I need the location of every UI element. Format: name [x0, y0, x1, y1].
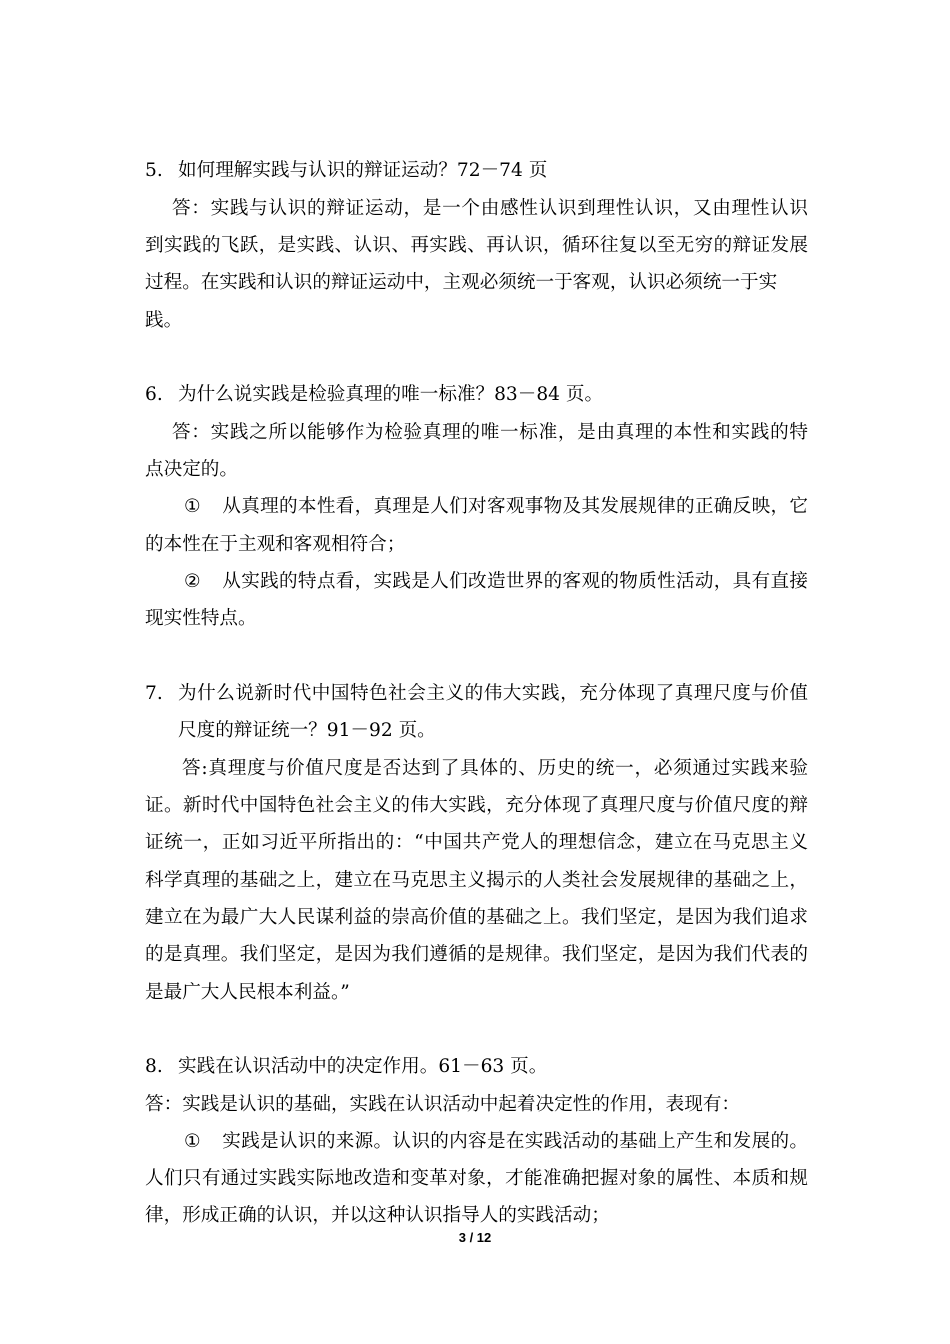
answer — [145, 414, 808, 489]
answer-line: 证。新时代中国特色社会主义的伟大实践，充分体现了真理尺度与价值尺度的辩 — [145, 794, 808, 816]
answer — [145, 1086, 808, 1123]
answer-line: 是最广大人民根本利益。” — [145, 981, 350, 1003]
question-title-line: 实践在认识活动中的决定作用。61－63 页。 — [178, 1056, 548, 1078]
answer-line: 证统一，正如习近平所指出的：“中国共产党人的理想信念，建立在马克思主义 — [145, 832, 808, 854]
answer-point-1 — [145, 488, 808, 563]
question-number: 7. — [145, 682, 163, 704]
point-line — [145, 1123, 808, 1160]
question-8 — [145, 1048, 808, 1235]
question-title-line: 为什么说实践是检验真理的唯一标准？83－84 页。 — [178, 384, 604, 406]
answer — [145, 190, 808, 339]
point-line — [145, 563, 808, 600]
question-title-line: 为什么说新时代中国特色社会主义的伟大实践，充分体现了真理尺度与价值 — [178, 682, 808, 704]
answer-line: 答：实践之所以能够作为检验真理的唯一标准，是由真理的本性和实践的特 — [172, 421, 808, 443]
page-indicator: 3 / 12 — [458, 1230, 492, 1245]
answer-line: 答:真理度与价值尺度是否达到了具体的、历史的统一，必须通过实践来验 — [182, 757, 808, 779]
question-title-line: 如何理解实践与认识的辩证运动？72－74 页 — [178, 160, 548, 182]
point-marker: ② — [184, 570, 201, 592]
answer-line: 答：实践与认识的辩证运动，是一个由感性认识到理性认识，又由理性认识 — [172, 197, 808, 219]
question-title-line: 尺度的辩证统一？91－92 页。 — [178, 720, 436, 742]
point-line: 现实性特点。 — [145, 608, 257, 630]
point-marker: ① — [184, 496, 201, 518]
question-6 — [145, 376, 808, 637]
answer — [145, 750, 808, 1011]
question-number: 8. — [145, 1056, 163, 1078]
point-marker: ① — [184, 1130, 201, 1152]
answer-line: 的是真理。我们坚定，是因为我们遵循的是规律。我们坚定，是因为我们代表的 — [145, 944, 808, 966]
answer-line: 点决定的。 — [145, 458, 238, 480]
point-text: 从真理的本性看，真理是人们对客观事物及其发展规律的正确反映，它 — [222, 496, 808, 518]
point-line: 人们只有通过实践实际地改造和变革对象，才能准确把握对象的属性、本质和规 — [145, 1168, 808, 1190]
question-title — [145, 675, 808, 750]
point-text: 实践是认识的来源。认识的内容是在实践活动的基础上产生和发展的。 — [222, 1130, 808, 1152]
question-7 — [145, 675, 808, 1011]
point-line: 的本性在于主观和客观相符合； — [145, 533, 406, 555]
page-content — [145, 152, 808, 1235]
question-title — [145, 376, 808, 413]
question-5 — [145, 152, 808, 339]
answer-line: 建立在为最广大人民谋利益的崇高价值的基础之上。我们坚定，是因为我们追求 — [145, 906, 808, 928]
question-title — [145, 152, 808, 189]
answer-line: 过程。在实践和认识的辩证运动中，主观必须统一于客观，认识必须统一于实践。 — [145, 272, 778, 331]
question-title — [145, 1048, 808, 1085]
question-number: 5. — [145, 160, 163, 182]
point-text: 从实践的特点看，实践是人们改造世界的客观的物质性活动，具有直接 — [222, 570, 808, 592]
answer-line: 到实践的飞跃，是实践、认识、再实践、再认识，循环往复以至无穷的辩证发展 — [145, 234, 808, 256]
answer-point-2 — [145, 563, 808, 638]
answer-line: 答：实践是认识的基础，实践在认识活动中起着决定性的作用，表现有： — [145, 1093, 741, 1115]
answer-point-1 — [145, 1123, 808, 1235]
question-number: 6. — [145, 384, 163, 406]
point-line: 律，形成正确的认识，并以这种认识指导人的实践活动； — [145, 1205, 610, 1227]
point-line — [145, 488, 808, 525]
answer-line: 科学真理的基础之上，建立在马克思主义揭示的人类社会发展规律的基础之上， — [145, 869, 808, 891]
